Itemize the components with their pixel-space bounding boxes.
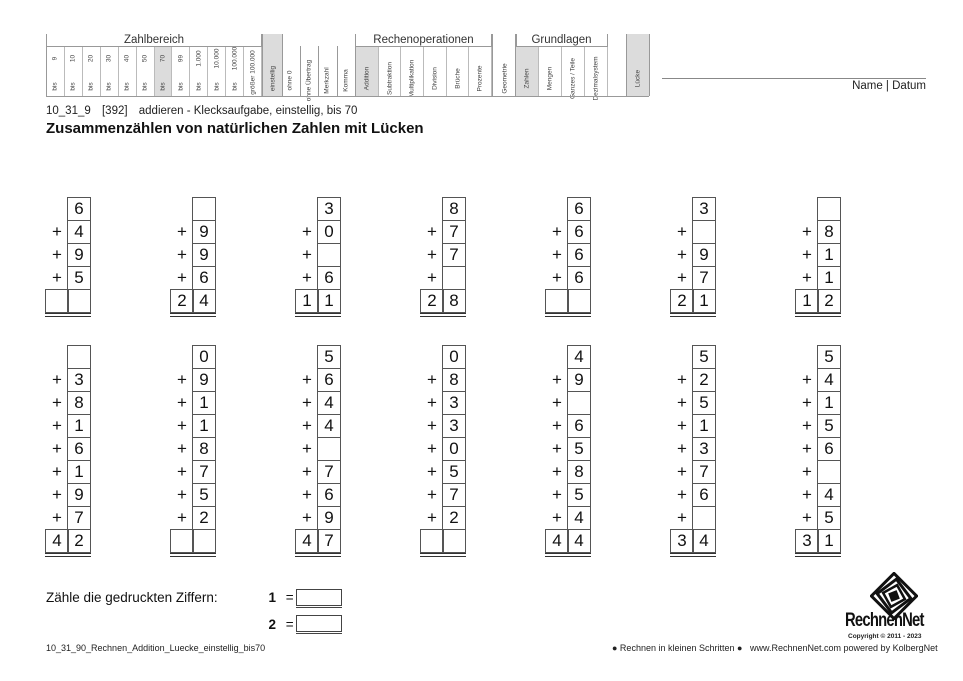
addend-box: 4 <box>817 368 841 392</box>
sum-ones-box: 2 <box>67 529 91 553</box>
plus-sign: + <box>802 416 812 435</box>
sum-ones-box: 1 <box>817 529 841 553</box>
addend-box: 5 <box>192 483 216 507</box>
blank-addend-box[interactable] <box>567 391 591 415</box>
header-column <box>190 47 208 96</box>
column-bottom-label: bis <box>69 82 77 91</box>
plus-sign: + <box>802 370 812 389</box>
grundlagen-group <box>515 34 608 101</box>
footer-site[interactable]: www.RechnenNet.com powered by KolbergNet <box>750 643 938 653</box>
count-row-equals: = <box>285 617 294 632</box>
header-column <box>424 47 447 96</box>
addend-box: 5 <box>317 345 341 369</box>
option-column <box>337 46 357 96</box>
addend-box: 2 <box>692 368 716 392</box>
count-row-number: 1 <box>268 590 276 605</box>
header-column <box>469 47 492 96</box>
addend-box: 3 <box>692 437 716 461</box>
column-top-label: 1.000 <box>195 50 203 67</box>
addend-box: 9 <box>67 243 91 267</box>
addend-box: 7 <box>692 460 716 484</box>
option-label: Merkzahl <box>323 67 331 94</box>
blank-addend-box[interactable] <box>817 197 841 221</box>
addend-box: 6 <box>317 368 341 392</box>
column-top-label: 99 <box>177 54 185 63</box>
plus-sign: + <box>177 416 187 435</box>
sum-tens-box[interactable] <box>420 529 444 553</box>
addend-box: 1 <box>192 391 216 415</box>
addend-box: 3 <box>317 197 341 221</box>
column-top-label: größer 100.000 <box>249 50 257 95</box>
addend-box: 0 <box>442 437 466 461</box>
plus-sign: + <box>302 393 312 412</box>
luecke-label: Lücke <box>634 69 642 88</box>
plus-sign: + <box>802 245 812 264</box>
name-date-line[interactable] <box>662 78 926 79</box>
column-top-label: 20 <box>87 54 95 63</box>
page-title: Zusammenzählen von natürlichen Zahlen mit Lücken <box>46 120 424 137</box>
grundlagen-title: Grundlagen <box>515 34 608 46</box>
addend-box: 6 <box>567 220 591 244</box>
addend-box: 0 <box>442 345 466 369</box>
addend-box: 5 <box>817 506 841 530</box>
plus-sign: + <box>52 416 62 435</box>
plus-sign: + <box>52 462 62 481</box>
sum-tens-box[interactable] <box>170 529 194 553</box>
header-column <box>401 47 424 96</box>
addend-box: 5 <box>817 414 841 438</box>
plus-sign: + <box>802 222 812 241</box>
header-column <box>172 47 190 96</box>
sum-tens-box: 2 <box>670 289 694 313</box>
option-column <box>300 46 320 102</box>
addend-box: 6 <box>317 266 341 290</box>
header-column <box>101 47 119 96</box>
plus-sign: + <box>677 393 687 412</box>
sum-tens-box: 4 <box>45 529 69 553</box>
addend-box: 9 <box>567 368 591 392</box>
plus-sign: + <box>302 485 312 504</box>
plus-sign: + <box>427 370 437 389</box>
addend-box: 1 <box>817 266 841 290</box>
sum-tens-box: 2 <box>420 289 444 313</box>
worksheet-number: [392] <box>101 105 128 117</box>
brand-name: RechnenNet <box>845 610 924 631</box>
column-bottom-label: bis <box>141 82 149 91</box>
addend-box: 8 <box>192 437 216 461</box>
blank-addend-box[interactable] <box>442 266 466 290</box>
addend-box: 6 <box>317 483 341 507</box>
addend-box: 2 <box>192 506 216 530</box>
column-bottom-label: bis <box>105 82 113 91</box>
count-row-1 <box>262 590 294 605</box>
double-underline <box>170 313 216 317</box>
header-column <box>65 47 83 96</box>
worksheet-description: addieren - Klecksaufgabe, einstellig, bis 70 <box>138 105 358 117</box>
header-column <box>137 47 155 96</box>
plus-sign: + <box>52 222 62 241</box>
plus-sign: + <box>52 393 62 412</box>
addend-box: 1 <box>817 391 841 415</box>
count-answer-box-2[interactable] <box>296 615 342 632</box>
column-top-label: 40 <box>123 54 131 63</box>
column-top-label: 10 <box>69 54 77 63</box>
addend-box: 6 <box>67 197 91 221</box>
addend-box: 5 <box>567 437 591 461</box>
column-bottom-label: bis <box>123 82 131 91</box>
column-label: Multiplikation <box>408 59 416 98</box>
addend-box: 7 <box>692 266 716 290</box>
sum-tens-box: 4 <box>295 529 319 553</box>
double-underline <box>670 553 716 557</box>
plus-sign: + <box>52 508 62 527</box>
column-top-label: 30 <box>105 54 113 63</box>
sum-tens-box: 3 <box>670 529 694 553</box>
plus-sign: + <box>427 508 437 527</box>
einstellig-label: einstellig <box>269 65 276 92</box>
rechenoperationen-title: Rechenoperationen <box>355 34 492 46</box>
header-column <box>356 47 379 96</box>
double-underline <box>295 313 341 317</box>
addend-box: 3 <box>692 197 716 221</box>
addend-box: 1 <box>817 243 841 267</box>
plus-sign: + <box>677 485 687 504</box>
header-column <box>208 47 226 96</box>
header-column <box>562 47 585 100</box>
plus-sign: + <box>802 462 812 481</box>
sum-tens-box: 1 <box>795 289 819 313</box>
double-underline <box>45 313 91 317</box>
blank-addend-box[interactable] <box>317 437 341 461</box>
sum-ones-box: 7 <box>317 529 341 553</box>
column-label: Ganzes / Teile <box>569 57 577 100</box>
blank-addend-box[interactable] <box>692 220 716 244</box>
plus-sign: + <box>427 245 437 264</box>
plus-sign: + <box>802 485 812 504</box>
blank-addend-box[interactable] <box>317 243 341 267</box>
worksheet-code: 10_31_9 <box>46 105 91 117</box>
addend-box: 1 <box>67 460 91 484</box>
sum-ones-box[interactable] <box>192 529 216 553</box>
plus-sign: + <box>802 268 812 287</box>
sum-tens-box: 3 <box>795 529 819 553</box>
addend-box: 9 <box>67 483 91 507</box>
luecke-column <box>626 34 650 96</box>
option-label: ohne 0 <box>286 70 294 91</box>
blank-addend-box[interactable] <box>67 345 91 369</box>
plus-sign: + <box>552 245 562 264</box>
sum-ones-box: 4 <box>567 529 591 553</box>
addend-box: 4 <box>67 220 91 244</box>
plus-sign: + <box>302 370 312 389</box>
addend-box: 7 <box>317 460 341 484</box>
addend-box: 1 <box>692 414 716 438</box>
addend-box: 8 <box>442 197 466 221</box>
header-column <box>516 47 539 96</box>
plus-sign: + <box>802 439 812 458</box>
plus-sign: + <box>177 370 187 389</box>
addend-box: 7 <box>67 506 91 530</box>
addend-box: 4 <box>817 483 841 507</box>
header-column <box>585 47 608 101</box>
column-top-label: 50 <box>141 54 149 63</box>
column-top-label: 100.000 <box>231 46 239 71</box>
double-underline <box>545 553 591 557</box>
double-underline <box>795 313 841 317</box>
column-bottom-label: bis <box>51 82 59 91</box>
header-column <box>379 47 402 96</box>
addend-box: 1 <box>67 414 91 438</box>
plus-sign: + <box>552 462 562 481</box>
name-date-label: Name | Datum <box>852 80 926 92</box>
plus-sign: + <box>427 393 437 412</box>
count-row-equals: = <box>285 590 294 605</box>
zahlbereich-group <box>46 34 262 96</box>
double-underline <box>45 553 91 557</box>
double-underline <box>170 553 216 557</box>
header-column <box>226 47 244 96</box>
plus-sign: + <box>677 268 687 287</box>
addend-box: 8 <box>567 460 591 484</box>
footer-filename: 10_31_90_Rechnen_Addition_Luecke_einstellig_bis70 <box>46 643 266 653</box>
plus-sign: + <box>552 508 562 527</box>
addend-box: 8 <box>817 220 841 244</box>
count-row-2 <box>262 617 294 632</box>
plus-sign: + <box>302 245 312 264</box>
plus-sign: + <box>552 416 562 435</box>
blank-addend-box[interactable] <box>817 460 841 484</box>
plus-sign: + <box>52 370 62 389</box>
addend-box: 9 <box>317 506 341 530</box>
addend-box: 4 <box>317 391 341 415</box>
column-top-label: 70 <box>159 54 167 63</box>
addend-box: 6 <box>567 197 591 221</box>
plus-sign: + <box>677 370 687 389</box>
addend-box: 8 <box>442 368 466 392</box>
column-bottom-label: bis <box>177 82 185 91</box>
sum-tens-box[interactable] <box>45 289 69 313</box>
header-column <box>119 47 137 96</box>
sum-ones-box: 2 <box>817 289 841 313</box>
addend-box: 7 <box>192 460 216 484</box>
plus-sign: + <box>677 508 687 527</box>
plus-sign: + <box>52 439 62 458</box>
option-column <box>318 46 338 96</box>
sum-ones-box: 8 <box>442 289 466 313</box>
header-column <box>244 47 262 96</box>
column-label: Division <box>431 67 439 90</box>
sum-ones-box: 1 <box>692 289 716 313</box>
plus-sign: + <box>802 393 812 412</box>
header-column <box>447 47 470 96</box>
addend-box: 3 <box>442 414 466 438</box>
sum-tens-box: 2 <box>170 289 194 313</box>
plus-sign: + <box>552 485 562 504</box>
header-column <box>539 47 562 96</box>
addend-box: 9 <box>192 243 216 267</box>
plus-sign: + <box>302 439 312 458</box>
addend-box: 4 <box>317 414 341 438</box>
addend-box: 5 <box>567 483 591 507</box>
addend-box: 5 <box>692 391 716 415</box>
plus-sign: + <box>302 268 312 287</box>
double-underline <box>670 313 716 317</box>
addend-box: 6 <box>817 437 841 461</box>
addend-box: 3 <box>442 391 466 415</box>
addend-box: 6 <box>192 266 216 290</box>
sum-ones-box[interactable] <box>567 289 591 313</box>
geometrie-column <box>492 34 517 96</box>
header-column <box>155 47 173 96</box>
count-row-number: 2 <box>268 617 276 632</box>
option-label: Komma <box>342 69 350 92</box>
sum-tens-box[interactable] <box>545 289 569 313</box>
plus-sign: + <box>552 393 562 412</box>
double-underline <box>295 553 341 557</box>
addend-box: 4 <box>567 506 591 530</box>
addend-box: 9 <box>192 368 216 392</box>
zahlbereich-title: Zahlbereich <box>46 34 262 46</box>
addend-box: 7 <box>442 243 466 267</box>
sum-ones-box[interactable] <box>442 529 466 553</box>
blank-addend-box[interactable] <box>692 506 716 530</box>
header-divider <box>46 96 649 97</box>
plus-sign: + <box>52 268 62 287</box>
addend-box: 6 <box>67 437 91 461</box>
addend-box: 6 <box>567 414 591 438</box>
addend-box: 1 <box>192 414 216 438</box>
addend-box: 6 <box>567 266 591 290</box>
plus-sign: + <box>677 416 687 435</box>
sum-tens-box: 1 <box>295 289 319 313</box>
plus-sign: + <box>177 462 187 481</box>
double-underline <box>545 313 591 317</box>
addend-box: 8 <box>67 391 91 415</box>
plus-sign: + <box>427 416 437 435</box>
double-underline <box>795 553 841 557</box>
plus-sign: + <box>302 416 312 435</box>
addend-box: 5 <box>692 345 716 369</box>
einstellig-column <box>262 34 283 96</box>
plus-sign: + <box>552 268 562 287</box>
column-bottom-label: bis <box>213 82 221 91</box>
addend-box: 6 <box>692 483 716 507</box>
plus-sign: + <box>427 462 437 481</box>
plus-sign: + <box>677 245 687 264</box>
column-bottom-label: bis <box>87 82 95 91</box>
addend-box: 9 <box>192 220 216 244</box>
plus-sign: + <box>52 485 62 504</box>
copyright: Copyright © 2011 - 2023 <box>848 633 922 640</box>
column-top-label: 9 <box>51 56 59 61</box>
plus-sign: + <box>677 462 687 481</box>
plus-sign: + <box>802 508 812 527</box>
column-label: Addition <box>363 66 371 91</box>
plus-sign: + <box>427 222 437 241</box>
option-column <box>281 46 301 96</box>
geometrie-label: Geometrie <box>501 63 508 94</box>
column-label: Zahlen <box>523 68 531 89</box>
addend-box: 3 <box>67 368 91 392</box>
worksheet-meta <box>46 105 365 117</box>
option-label: ohne Übertrag <box>305 59 313 102</box>
addend-box: 5 <box>817 345 841 369</box>
footer-slogan: ● Rechnen in kleinen Schritten ● <box>612 643 743 653</box>
column-bottom-label: bis <box>195 82 203 91</box>
sum-ones-box: 1 <box>317 289 341 313</box>
plus-sign: + <box>177 245 187 264</box>
column-bottom-label: bis <box>231 82 239 91</box>
addend-box: 2 <box>442 506 466 530</box>
sum-ones-box: 4 <box>692 529 716 553</box>
addend-box: 6 <box>567 243 591 267</box>
plus-sign: + <box>427 439 437 458</box>
plus-sign: + <box>177 508 187 527</box>
addend-box: 4 <box>567 345 591 369</box>
double-underline <box>420 553 466 557</box>
plus-sign: + <box>552 439 562 458</box>
plus-sign: + <box>52 245 62 264</box>
plus-sign: + <box>177 439 187 458</box>
header-column <box>83 47 101 96</box>
header-column <box>47 47 65 96</box>
count-label: Zähle die gedruckten Ziffern: <box>46 590 218 605</box>
sum-ones-box: 4 <box>192 289 216 313</box>
column-label: Mengen <box>546 66 554 91</box>
plus-sign: + <box>302 462 312 481</box>
plus-sign: + <box>302 222 312 241</box>
addend-box: 5 <box>67 266 91 290</box>
column-label: Dezimalsystem <box>592 56 600 101</box>
addend-box: 0 <box>192 345 216 369</box>
plus-sign: + <box>177 393 187 412</box>
plus-sign: + <box>427 485 437 504</box>
addend-box: 5 <box>442 460 466 484</box>
count-answer-box-1[interactable] <box>296 589 342 606</box>
double-underline <box>420 313 466 317</box>
plus-sign: + <box>427 268 437 287</box>
plus-sign: + <box>552 222 562 241</box>
addend-box: 9 <box>692 243 716 267</box>
column-top-label: 10.000 <box>213 48 221 69</box>
rechenoperationen-group <box>355 34 492 96</box>
addend-box: 7 <box>442 483 466 507</box>
plus-sign: + <box>302 508 312 527</box>
blank-addend-box[interactable] <box>192 197 216 221</box>
plus-sign: + <box>177 222 187 241</box>
column-bottom-label: bis <box>159 82 167 91</box>
addend-box: 0 <box>317 220 341 244</box>
addend-box: 7 <box>442 220 466 244</box>
sum-ones-box[interactable] <box>67 289 91 313</box>
plus-sign: + <box>552 370 562 389</box>
plus-sign: + <box>177 485 187 504</box>
plus-sign: + <box>677 439 687 458</box>
plus-sign: + <box>177 268 187 287</box>
column-label: Prozente <box>476 65 484 92</box>
plus-sign: + <box>677 222 687 241</box>
column-label: Subtraktion <box>386 62 393 95</box>
column-label: Brüche <box>454 68 462 89</box>
sum-tens-box: 4 <box>545 529 569 553</box>
